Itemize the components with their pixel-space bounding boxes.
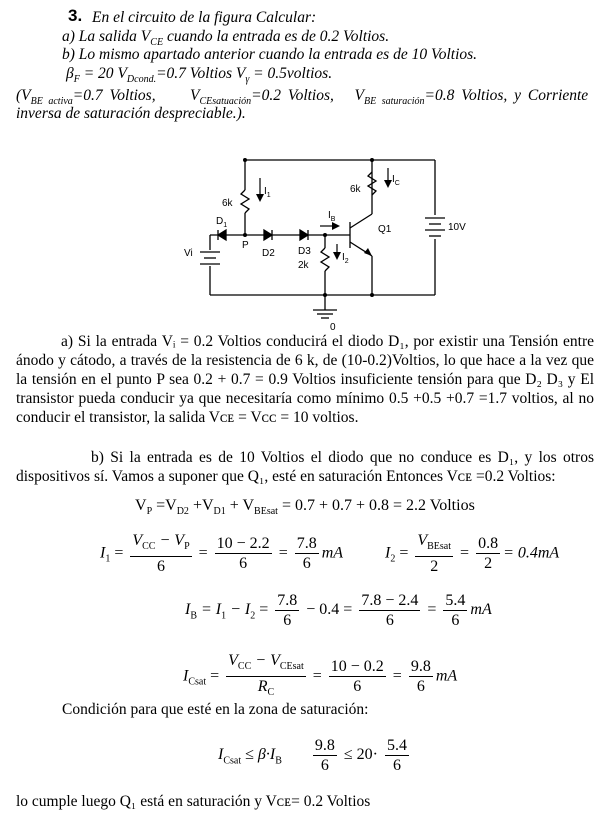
q1-label: Q1: [378, 224, 392, 235]
d3-label: D3: [298, 246, 311, 257]
eq-vp: $V_P =V_{D2} +V_{D1} + V_{BEsat} = 0.7 + 0.7 + 0.8 = 2.2$ Voltios: [135, 497, 475, 518]
parameters: $\beta_F = 20$ $V_{Dcond.}=0.7$ Voltios $V_\gamma$ = 0.5voltios.: [66, 65, 333, 86]
eq-i2: $I_2$ = $\frac{V_{BEsat}}{2}$ = $\frac{0.8}{2}$ = 0.4mA: [385, 532, 560, 576]
r2-label: 2k: [298, 260, 309, 271]
problem-number: 3.: [68, 6, 83, 25]
item-a: a) La salida $V_{CE}$ cuando la entrada es de 0.2 Voltios.: [62, 28, 390, 49]
part-a-text: a) Si la entrada Vᵢ = 0.2 Voltios conducirá el diodo D₁, por existir una Tensión entre ánodo y cátodo, a través de la resistencia de 6 k, de (10-0.2)Voltios, lo que hace a la vez que la tensión en el punto P sea 0.2 + 0.7 = 0.9 Voltios insuficiente tensión para que D₂ D₃ y El transistor pueda conducir ya que necesitaría como mínimo 0.5 +0.5 +0.7 =1.7 voltios, al no conducir el transistor, la salida Vᴄᴇ = Vᴄᴄ = 10 voltios.: [16, 333, 594, 426]
conditions-line-1: ($V_{BE activa}=0.7$ Voltios, $V_{CEsatuación}=0.2$ Voltios, $V_{BE saturación}=0.8$ Voltios, y Corriente: [16, 87, 589, 108]
eq-icsat: $I_{Csat}$ = $\frac{V_{CC} - V_{CEsat}}{R_C}$ = $\frac{10 - 0.2}{6}$ = $\frac{9.8}{6}$ mA: [183, 652, 458, 699]
gnd-label: 0: [330, 322, 336, 333]
problem-intro: En el circuito de la figura Calcular:: [92, 9, 317, 26]
i1-label: $I_1$: [264, 186, 271, 199]
eq-i1: $I_1$ = $\frac{V_{CC} - V_P}{6}$ = $\frac{10 - 2.2}{6}$ = $\frac{7.8}{6}$ mA: [100, 532, 344, 576]
conditions-line-2: inversa de saturación despreciable.).: [16, 105, 246, 122]
i2-label: $I_2$: [342, 252, 349, 265]
eq-condition: $I_{Csat} \le \beta\cdot I_B$ $\frac{9.8}{6}$ ≤ 20· $\frac{5.4}{6}$: [218, 737, 407, 774]
vi-label: Vi: [184, 248, 193, 259]
r1-label: 6k: [222, 198, 233, 209]
item-b: b) Lo mismo apartado anterior cuando la entrada es de 10 Voltios.: [62, 46, 478, 63]
eq-ib: $I_B = I_1 - I_2$ = $\frac{7.8}{6}$ − 0.4 = $\frac{7.8 - 2.4}{6}$ = $\frac{5.4}{6}$ mA: [185, 592, 492, 629]
p-label: P: [242, 240, 249, 251]
vcc-label: 10V: [448, 222, 466, 233]
ic-label: $I_C$: [392, 174, 400, 187]
conclusion-text: lo cumple luego Q₁ está en saturación y Vᴄᴇ= 0.2 Voltios: [16, 793, 371, 810]
rc-label: 6k: [350, 184, 361, 195]
condition-text: Condición para que esté en la zona de saturación:: [62, 701, 369, 718]
ib-label: $I_B$: [328, 210, 336, 223]
circuit-diagram: [180, 150, 480, 335]
part-b-text: b) Si la entrada es de 10 Voltios el diodo que no conduce es D₁, y los otros dispositivos sí. Vamos a suponer que Q₁, esté en saturación Entonces Vᴄᴇ =0.2 Voltios:: [16, 449, 594, 485]
d1-label: $D_1$: [216, 216, 228, 229]
d2-label: D2: [262, 248, 275, 259]
